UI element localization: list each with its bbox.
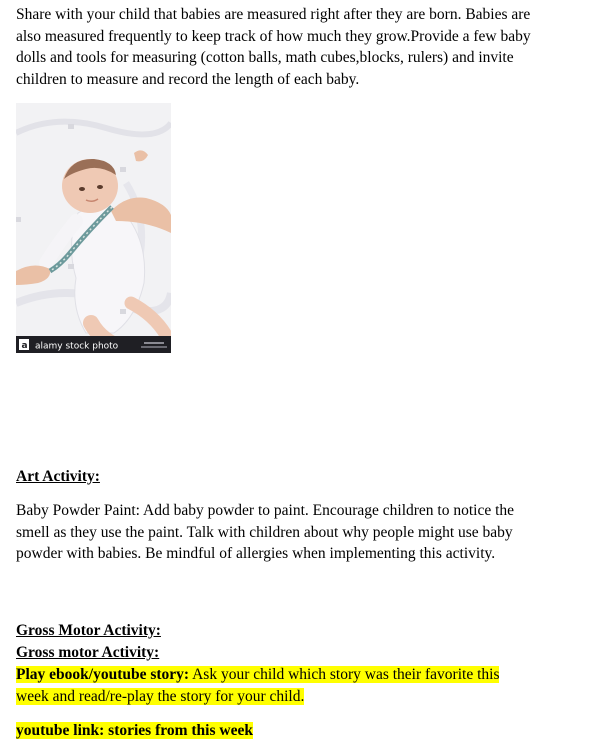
art-line: Baby Powder Paint: Add baby powder to paint. Encourage children to notice the [16,502,515,519]
svg-text:a: a [21,341,28,351]
art-activity-paragraph [16,500,586,565]
art-line: powder with babies. Be mindful of allergies when implementing this activity. [16,545,496,562]
youtube-link[interactable] [16,720,253,742]
youtube-link-text[interactable]: youtube link: stories from this week [16,722,253,739]
ebook-label: Play ebook/youtube story: [16,666,190,683]
art-activity-heading: Art Activity: [16,468,100,485]
ebook-line-2-text: week and read/re-play the story for your child. [16,687,305,705]
ebook-paragraph [16,664,586,707]
photo-watermark-text: alamy stock photo [35,341,119,352]
intro-line: Share with your child that babies are measured right after they are born. Babies are [16,6,531,23]
ebook-line-1-highlight [16,666,499,683]
gross-motor-heading-1: Gross Motor Activity: [16,622,161,639]
intro-line: dolls and tools for measuring (cotton balls, math cubes,blocks, rulers) and invite [16,49,514,66]
baby-photo-illustration [16,103,171,353]
ebook-line-1 [16,664,586,686]
ebook-line-1-text: Ask your child which story was their favorite this [189,666,500,683]
art-line: smell as they use the paint. Talk with children about why people might use baby [16,523,513,541]
gross-motor-heading-2: Gross motor Activity: [16,644,160,661]
intro-line: children to measure and record the length of each baby. [16,70,360,88]
baby-measuring-photo [16,103,171,353]
intro-paragraph [16,4,586,90]
intro-line: also measured frequently to keep track of how much they grow.Provide a few baby [16,27,531,45]
ebook-line-2 [16,686,586,708]
